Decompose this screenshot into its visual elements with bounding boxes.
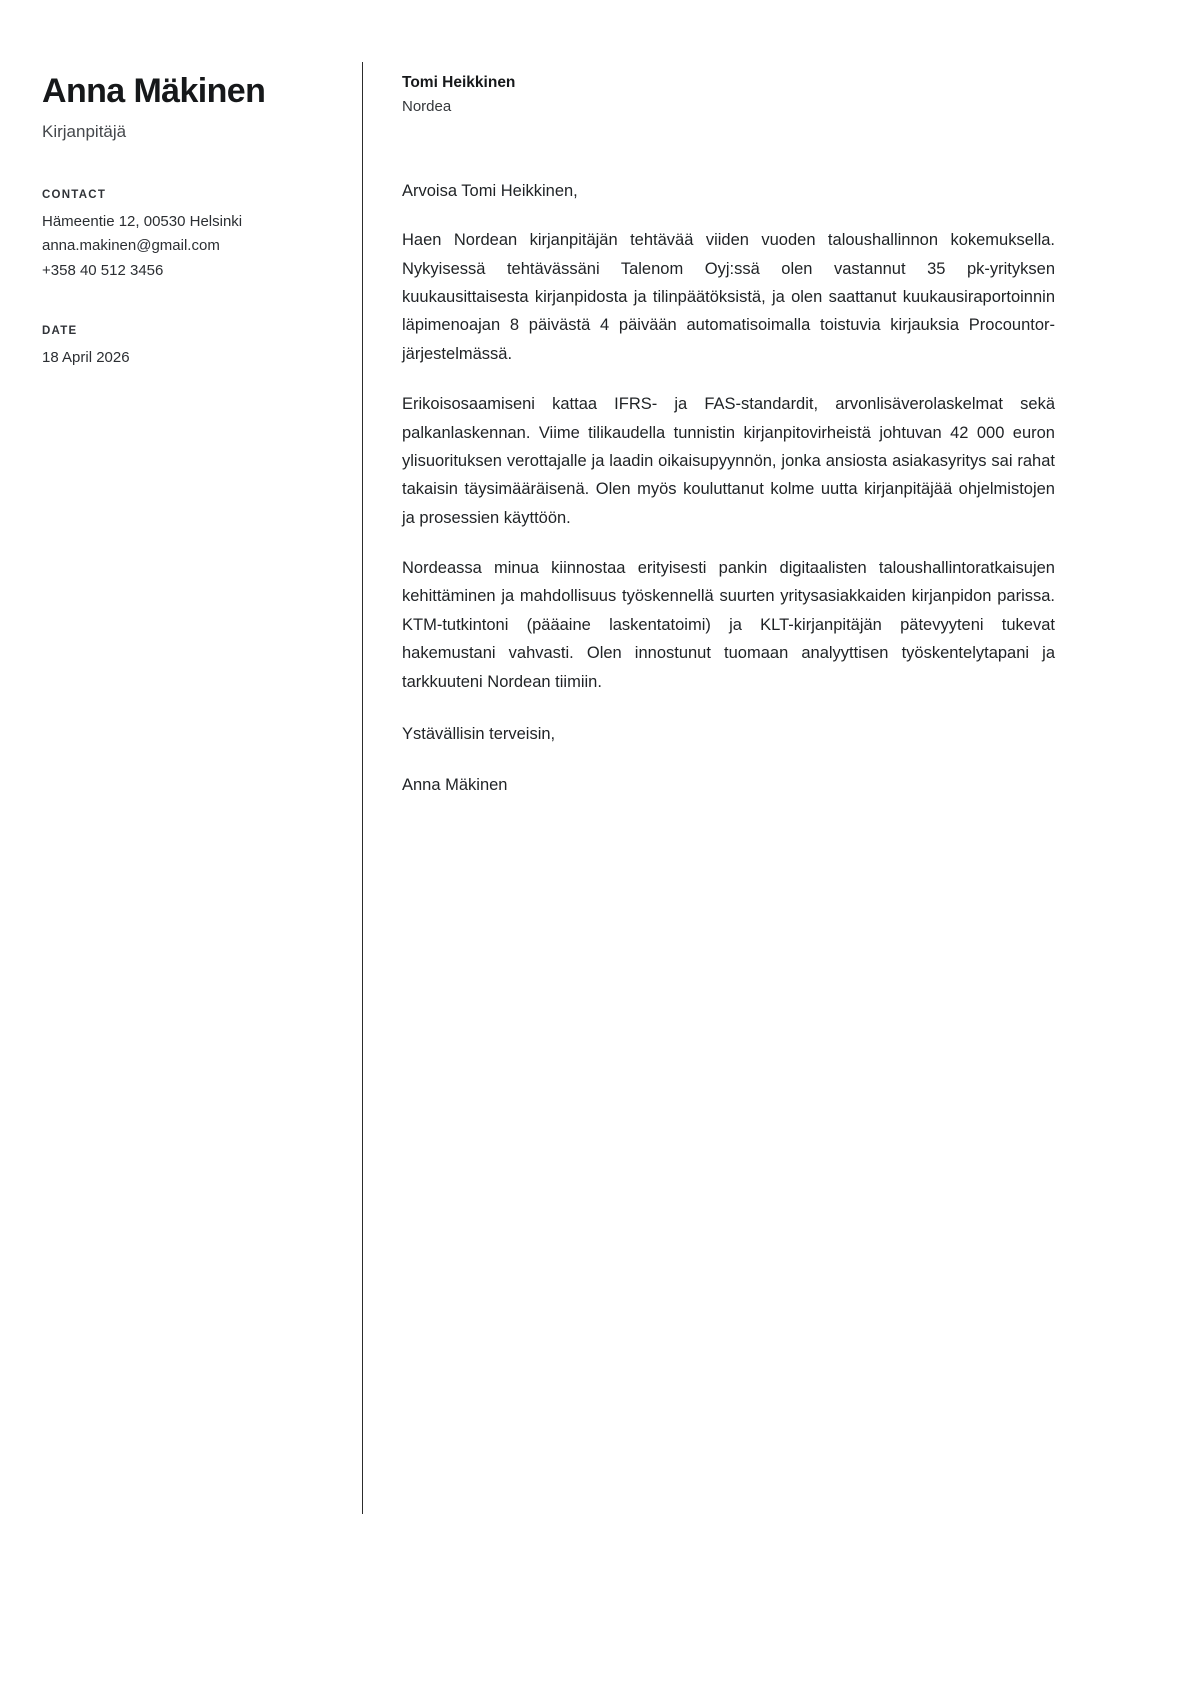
letter-body	[402, 72, 1055, 799]
recipient-company: Nordea	[402, 97, 452, 115]
sidebar	[42, 72, 342, 370]
contact-address: Hämeentie 12, 00530 Helsinki	[42, 213, 243, 231]
date-label: DATE	[42, 325, 78, 338]
body-paragraph-2: Erikoisosaamiseni kattaa IFRS- ja FAS-standardit, arvonlisäverolaskelmat sekä palkanlaskennan. Viime tilikaudella tunnistin kirjanpitovirheistä johtuvan 42 000 euron ylisuorituksen verottajalle ja laadin oikaisupyynnön, jonka ansiosta asiakasyritys sai rahat takaisin täysimääräisenä. Olen myös kouluttanut kolme uutta kirjanpitäjää ohjelmistojen ja prosessien käyttöön.	[402, 395, 1055, 527]
closing-line: Ystävällisin terveisin,	[402, 724, 556, 743]
column-divider	[362, 62, 363, 1514]
applicant-job-title: Kirjanpitäjä	[42, 122, 127, 142]
contact-phone: +358 40 512 3456	[42, 261, 164, 279]
body-paragraph-1: Haen Nordean kirjanpitäjän tehtävää viiden vuoden taloushallinnon kokemuksella. Nykyisessä tehtävässäni Talenom Oyj:ssä olen vastannut 35 pk-yrityksen kuukausittaisesta kirjanpidosta ja tilinpäätöksistä, ja olen saattanut kuukausiraportoinnin läpimenoajan 8 päivästä 4 päivään automatisoimalla toistuvia kirjauksia Procountor-järjestelmässä.	[402, 231, 1055, 363]
recipient-name: Tomi Heikkinen	[402, 74, 516, 91]
signature-name: Anna Mäkinen	[402, 776, 508, 795]
contact-label: CONTACT	[42, 189, 107, 202]
date-value: 18 April 2026	[42, 349, 130, 367]
salutation: Arvoisa Tomi Heikkinen,	[402, 181, 578, 200]
body-paragraph-3: Nordeassa minua kiinnostaa erityisesti pankin digitaalisten taloushallintoratkaisujen kehittäminen ja mahdollisuus työskennellä suurten yritysasiakkaiden kirjanpidon parissa. KTM-tutkintoni (pääaine laskentatoimi) ja KLT-kirjanpitäjän pätevyyteni tukevat hakemustani vahvasti. Olen innostunut tuomaan analyyttisen työskentelytapani ja tarkkuuteni Nordean tiimiin.	[402, 559, 1055, 691]
applicant-name: Anna Mäkinen	[42, 72, 266, 110]
contact-block	[42, 189, 342, 283]
date-block	[42, 325, 342, 370]
contact-email: anna.makinen@gmail.com	[42, 237, 220, 255]
